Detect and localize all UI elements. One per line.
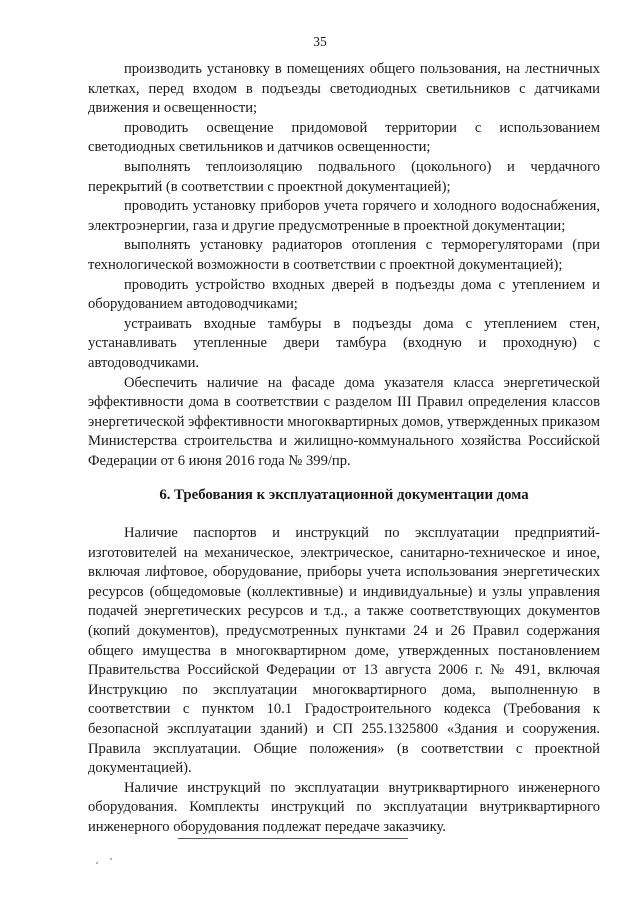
paragraph: проводить установку приборов учета горячего и холодного водоснабжения, электроэнергии, газа и другие предусмотренные в проектной документации; [88, 198, 600, 234]
paragraph: производить установку в помещениях общего пользования, на лестничных клетках, перед входом в подъезды светодиодных светильников с датчиками движения и освещенности; [88, 61, 600, 117]
paragraph: выполнять установку радиаторов отопления с терморегуляторами (при технологической возможности в соответствии с проектной документацией); [88, 237, 600, 273]
scan-speck [96, 862, 98, 864]
page-number: 35 [313, 34, 327, 49]
scan-speck [110, 858, 112, 860]
paragraph: устраивать входные тамбуры в подъезды дома с утеплением стен, устанавливать утепленные двери тамбура (входную и проходную) с автодоводчиками. [88, 315, 600, 371]
paragraph: выполнять теплоизоляцию подвального (цокольного) и чердачного перекрытий (в соответствии с проектной документацией); [88, 158, 600, 195]
paragraph: Наличие паспортов и инструкций по эксплуатации предприятий-изготовителей на механическое, электрическое, санитарно-техническое и иное, включая лифтовое, оборудование, приборы учета использования энергетических ресурсов (общедомовые (коллективные) и индивидуальные) и узлы управления подачей энергетических ресурсов и т.д., а также соответствующих документов (копий документов), предусмотренных пунктами 24 и 26 Правил содержания общего имущества в многоквартирном доме, утвержденных постановлением Правительства Российской Федерации от 13 августа 2006 г. № 491, включая Инструкцию по эксплуатации многоквартирного дома, выполненную в соответствии с пунктом 10.1 Градостроительного кодекса (Требования к безопасной эксплуатации зданий) и СП 255.1325800 «Здания и сооружения. Правила эксплуатации. Общие положения» (в соответствии с проектной документацией). [88, 525, 600, 777]
paragraph: проводить устройство входных дверей в подъезды дома с утеплением и оборудованием автодоводчиками; [88, 276, 600, 313]
document-body [88, 60, 600, 838]
paragraph: Обеспечить наличие на фасаде дома указателя класса энергетической эффективности дома в соответствии с разделом III Правил определения классов энергетической эффективности многоквартирных домов, утвержденных приказом Министерства строительства и жилищно-коммунального хозяйства Российской Федерации от 6 июня 2016 года № 399/пр. [88, 374, 600, 469]
paragraph: Наличие инструкций по эксплуатации внутриквартирного инженерного оборудования. Комплекты инструкций по эксплуатации внутриквартирного инженерного оборудования подлежат передаче заказчику. [88, 779, 600, 835]
footer-divider [178, 838, 408, 839]
section-heading: 6. Требования к эксплуатационной документации дома [159, 487, 529, 504]
paragraph: проводить освещение придомовой территории с использованием светодиодных светильников и датчиков освещенности; [88, 119, 600, 156]
